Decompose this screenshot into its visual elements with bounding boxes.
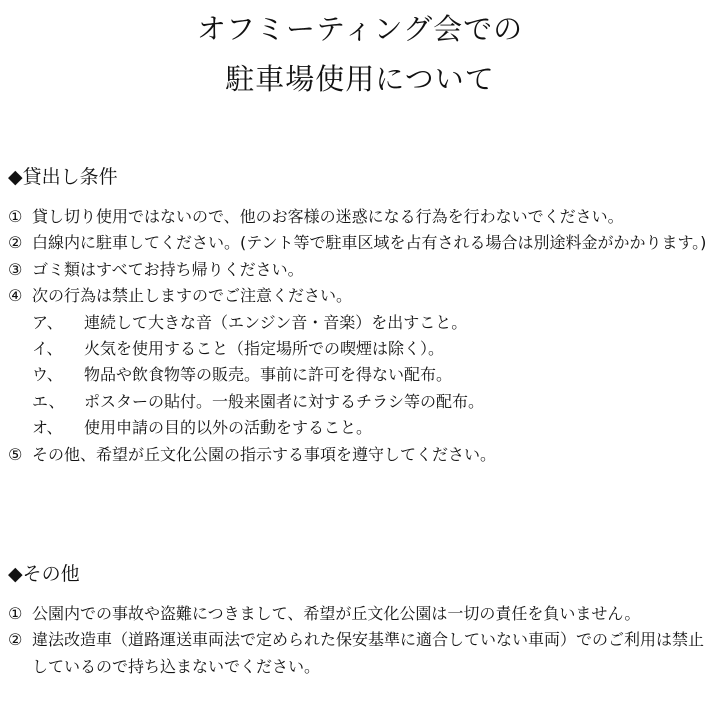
item-text: 次の行為は禁止しますのでご注意ください。 [32, 286, 353, 306]
other-item-2 [8, 627, 714, 680]
title-line-1: オフミーティング会での [196, 12, 524, 46]
item-text: 白線内に駐車してください。(テント等で駐車区域を占有される場合は別途料金がかかります。) [32, 233, 707, 253]
condition-item-3 [8, 257, 714, 283]
prohibited-item-a [8, 310, 714, 336]
other-section [8, 561, 714, 680]
conditions-section [8, 164, 714, 468]
sub-item-label: ア、 [32, 312, 63, 332]
prohibited-item-i [8, 336, 714, 362]
condition-item-2 [8, 230, 714, 256]
prohibited-item-u [8, 362, 714, 388]
sub-item-text: 連続して大きな音（エンジン音・音楽）を出すこと。 [84, 312, 468, 332]
item-text: ゴミ類はすべてお持ち帰りください。 [32, 259, 304, 279]
item-text: その他、希望が丘文化公園の指示する事項を遵守してください。 [32, 444, 497, 464]
item-number: ④ [8, 286, 23, 306]
conditions-heading: ◆貸出し条件 [8, 166, 118, 188]
condition-item-1 [8, 204, 714, 230]
item-number: ⑤ [8, 444, 23, 464]
item-text: 貸し切り使用ではないので、他のお客様の迷惑になる行為を行わないでください。 [32, 207, 624, 226]
sub-item-text: 使用申請の目的以外の活動をすること。 [84, 418, 373, 438]
sub-item-label: オ、 [32, 418, 63, 438]
sub-item-text: 物品や飲食物等の販売。事前に許可を得ない配布。 [84, 365, 453, 385]
document-title [0, 4, 720, 104]
prohibited-item-o [8, 415, 714, 441]
item-text: 公園内での事故や盗難につきまして、希望が丘文化公園は一切の責任を負いません。 [32, 604, 641, 623]
other-item-1 [8, 601, 714, 627]
sub-item-text: ポスターの貼付。一般来園者に対するチラシ等の配布。 [84, 391, 485, 411]
item-text: 違法改造車（道路運送車両法で定められた保安基準に適合していない車両）でのご利用は禁止しているので持ち込まないでください。 [32, 630, 705, 676]
sub-item-label: イ、 [32, 339, 63, 359]
sub-item-label: ウ、 [32, 365, 63, 385]
item-number: ③ [8, 259, 23, 279]
condition-item-5 [8, 442, 714, 468]
prohibited-item-e [8, 389, 714, 415]
sub-item-label: エ、 [32, 391, 65, 411]
item-number: ② [8, 630, 23, 650]
sub-item-text: 火気を使用すること（指定場所での喫煙は除く）。 [84, 339, 445, 359]
condition-item-4 [8, 283, 714, 309]
item-number: ① [8, 604, 23, 623]
item-number: ① [8, 207, 23, 226]
item-number: ② [8, 233, 23, 253]
title-line-2: 駐車場使用について [225, 62, 495, 96]
other-heading: ◆その他 [8, 563, 80, 585]
